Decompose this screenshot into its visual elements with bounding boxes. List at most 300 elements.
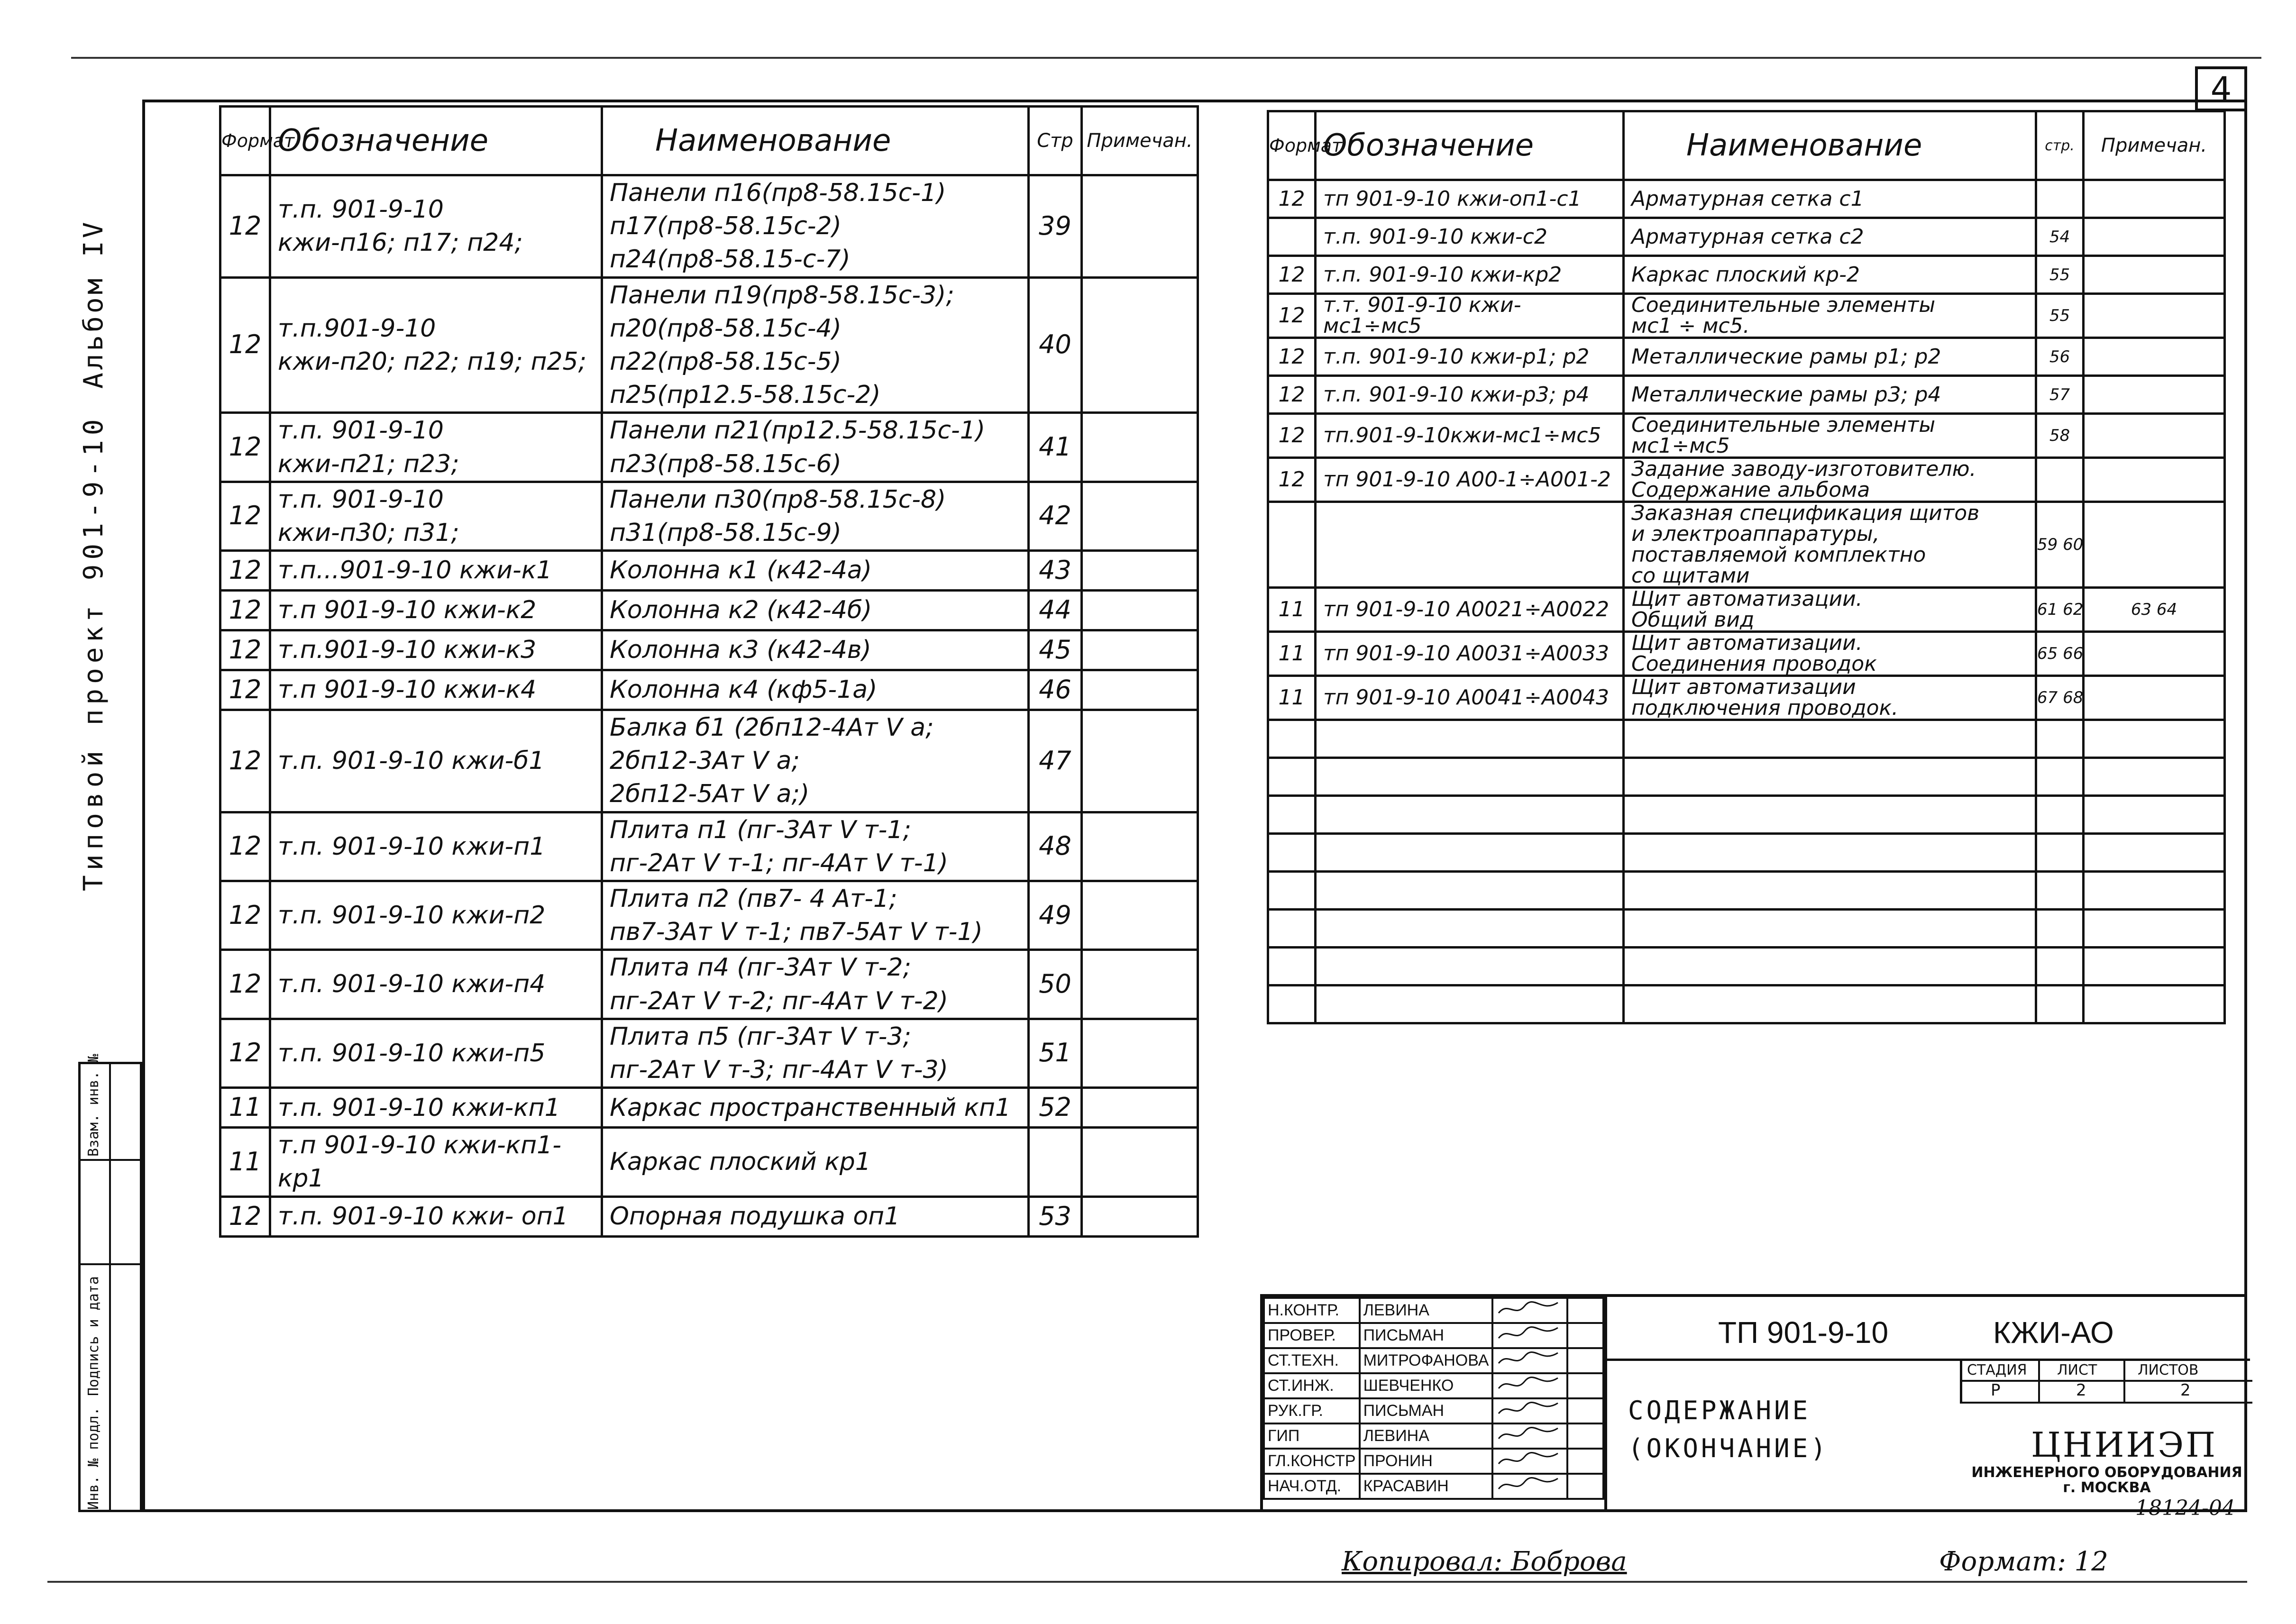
row-page: 65 66 <box>2036 632 2084 676</box>
row-note <box>1082 175 1198 278</box>
row-note <box>1082 881 1198 950</box>
row-name <box>1624 758 2036 796</box>
project-label: Типовой проект 901-9-10 <box>78 414 109 891</box>
signature-cell <box>1492 1323 1567 1348</box>
row-page <box>2036 720 2084 758</box>
row-designation: тп 901-9-10 кжи-оп1-с1 <box>1316 180 1624 218</box>
row-note <box>2084 256 2225 294</box>
copied-by: Копировал: Боброва <box>1342 1546 1627 1577</box>
col-note: Примечан. <box>2084 111 2225 180</box>
row-name: Щит автоматизации. Соединения проводок <box>1624 632 2036 676</box>
row-page: 44 <box>1029 591 1082 630</box>
sheet-value: 2 <box>2076 1381 2086 1400</box>
row-designation: т.п. 901-9-10 кжи-п30; п31; <box>270 482 602 550</box>
paper-format: Формат: 12 <box>1939 1546 2108 1577</box>
row-designation: т.п 901-9-10 кжи-к4 <box>270 670 602 710</box>
row-designation: т.п.901-9-10 кжи-п20; п22; п19; п25; <box>270 277 602 413</box>
row-name: Плита п5 (пг-3Ат V т-3; пг-2Ат V т-3; пг-4Ат V т-3) <box>602 1019 1029 1087</box>
row-page: 43 <box>1029 551 1082 591</box>
left-table-row <box>220 591 1198 630</box>
row-designation <box>1316 910 1624 948</box>
row-note <box>1082 591 1198 630</box>
row-format: 12 <box>220 413 270 482</box>
row-format <box>1268 796 1316 834</box>
organization-subtitle: ИНЖЕНЕРНОГО ОБОРУДОВАНИЯ г. МОСКВА <box>1971 1464 2242 1496</box>
person-name: ПИСЬМАН <box>1360 1323 1493 1348</box>
row-designation: т.п. 901-9-10 кжи-с2 <box>1316 218 1624 256</box>
row-name <box>1624 720 2036 758</box>
row-name: Каркас плоский кр-2 <box>1624 256 2036 294</box>
signature-cell <box>1492 1474 1567 1499</box>
row-name: Щит автоматизации. Общий вид <box>1624 588 2036 632</box>
signature-cell <box>1492 1348 1567 1373</box>
signature-row <box>1264 1348 1603 1373</box>
row-note: 63 64 <box>2084 588 2225 632</box>
row-format <box>1268 502 1316 588</box>
person-name: ЛЕВИНА <box>1360 1298 1493 1323</box>
row-note <box>2084 376 2225 414</box>
row-name <box>1624 834 2036 872</box>
row-format <box>1268 948 1316 985</box>
row-name: Панели п21(пр12.5-58.15с-1) п23(пр8-58.15с-6) <box>602 413 1029 482</box>
col-note: Примечан. <box>1082 107 1198 175</box>
role-label: ГЛ.КОНСТР <box>1264 1449 1360 1474</box>
row-page: 55 <box>2036 294 2084 338</box>
row-format: 12 <box>1268 294 1316 338</box>
right-table-row <box>1268 720 2225 758</box>
row-format <box>1268 910 1316 948</box>
stamp-inv-label: Инв. № подл. <box>85 1407 102 1510</box>
right-table-row <box>1268 834 2225 872</box>
row-designation <box>1316 758 1624 796</box>
right-contents-table <box>1267 110 2226 1024</box>
row-format: 12 <box>220 277 270 413</box>
row-page: 54 <box>2036 218 2084 256</box>
right-table-row <box>1268 910 2225 948</box>
row-name: Балка б1 (2бп12-4Ат V а; 2бп12-3Ат V а; 2бп12-5Ат V а;) <box>602 710 1029 812</box>
row-name <box>1624 796 2036 834</box>
row-page: 39 <box>1029 175 1082 278</box>
role-label: ПРОВЕР. <box>1264 1323 1360 1348</box>
left-table-row <box>220 277 1198 413</box>
row-name: Металлические рамы р1; р2 <box>1624 338 2036 376</box>
row-note <box>2084 458 2225 502</box>
signature-table <box>1263 1297 1604 1500</box>
row-note <box>2084 414 2225 458</box>
row-designation: т.п. 901-9-10 кжи-п21; п23; <box>270 413 602 482</box>
row-designation <box>1316 948 1624 985</box>
row-page <box>2036 948 2084 985</box>
row-note <box>1082 670 1198 710</box>
row-name: Плита п1 (пг-3Ат V т-1; пг-2Ат V т-1; пг-4Ат V т-1) <box>602 812 1029 881</box>
right-table-row <box>1268 338 2225 376</box>
row-page: 53 <box>1029 1196 1082 1236</box>
row-name <box>1624 872 2036 910</box>
row-name: Панели п19(пр8-58.15с-3); п20(пр8-58.15с-4) п22(пр8-58.15с-5) п25(пр12.5-58.15с-2) <box>602 277 1029 413</box>
signature-row <box>1264 1474 1603 1499</box>
row-name: Колонна к2 (к42-4б) <box>602 591 1029 630</box>
row-format: 11 <box>1268 588 1316 632</box>
row-note <box>2084 294 2225 338</box>
row-note <box>2084 180 2225 218</box>
row-page: 47 <box>1029 710 1082 812</box>
col-name: Наименование <box>1624 111 2036 180</box>
row-page <box>2036 758 2084 796</box>
row-note <box>2084 985 2225 1023</box>
row-page: 59 60 <box>2036 502 2084 588</box>
signature-cell <box>1492 1298 1567 1323</box>
row-note <box>2084 338 2225 376</box>
role-label: НАЧ.ОТД. <box>1264 1474 1360 1499</box>
row-name: Колонна к1 (к42-4а) <box>602 551 1029 591</box>
left-table-row <box>220 1128 1198 1196</box>
row-format: 12 <box>1268 376 1316 414</box>
row-note <box>1082 482 1198 550</box>
row-format: 12 <box>1268 256 1316 294</box>
row-page: 61 62 <box>2036 588 2084 632</box>
signature-scribble-icon <box>1496 1374 1563 1393</box>
row-page: 52 <box>1029 1088 1082 1128</box>
row-designation: т.п 901-9-10 кжи-к2 <box>270 591 602 630</box>
row-note <box>1082 551 1198 591</box>
row-note <box>1082 1128 1198 1196</box>
row-designation: тп.901-9-10кжи-мс1÷мс5 <box>1316 414 1624 458</box>
row-name: Опорная подушка оп1 <box>602 1196 1029 1236</box>
row-designation: тп 901-9-10 А0041÷А0043 <box>1316 676 1624 720</box>
row-name: Задание заводу-изготовителю. Содержание альбома <box>1624 458 2036 502</box>
stamp-replace-label: Взам. инв. № <box>85 1054 102 1157</box>
left-table-row <box>220 950 1198 1019</box>
row-format: 11 <box>220 1128 270 1196</box>
row-name: Заказная спецификация щитов и электроаппаратуры, поставляемой комплектно со щитами <box>1624 502 2036 588</box>
row-designation: т.п. 901-9-10 кжи-п5 <box>270 1019 602 1087</box>
signature-scribble-icon <box>1496 1399 1563 1418</box>
row-page <box>2036 910 2084 948</box>
row-note <box>1082 630 1198 670</box>
right-table-header <box>1268 111 2225 180</box>
signature-cell <box>1492 1423 1567 1449</box>
col-format: Формат <box>220 107 270 175</box>
left-table-row <box>220 1019 1198 1087</box>
signature-cell <box>1492 1398 1567 1423</box>
row-name: Арматурная сетка с2 <box>1624 218 2036 256</box>
row-designation: т.т. 901-9-10 кжи-мс1÷мс5 <box>1316 294 1624 338</box>
person-name: ЛЕВИНА <box>1360 1423 1493 1449</box>
row-note <box>1082 812 1198 881</box>
row-designation <box>1316 720 1624 758</box>
row-format: 12 <box>220 950 270 1019</box>
row-name: Панели п16(пр8-58.15с-1) п17(пр8-58.15с-2) п24(пр8-58.15-с-7) <box>602 175 1029 278</box>
right-table-row <box>1268 872 2225 910</box>
row-format: 12 <box>220 710 270 812</box>
row-note <box>1082 1088 1198 1128</box>
row-name: Каркас пространственный кп1 <box>602 1088 1029 1128</box>
row-format: 12 <box>220 630 270 670</box>
row-format <box>1268 872 1316 910</box>
right-table-row <box>1268 294 2225 338</box>
row-name: Плита п2 (пв7- 4 Ат-1; пв7-3Ат V т-1; пв7-5Ат V т-1) <box>602 881 1029 950</box>
row-name: Плита п4 (пг-3Ат V т-2; пг-2Ат V т-2; пг-4Ат V т-2) <box>602 950 1029 1019</box>
signature-scribble-icon <box>1496 1324 1563 1343</box>
left-table-row <box>220 413 1198 482</box>
row-designation: т.п. 901-9-10 кжи-п1 <box>270 812 602 881</box>
col-designation: Обозначение <box>270 107 602 175</box>
role-label: ГИП <box>1264 1423 1360 1449</box>
date-cell <box>1567 1423 1603 1449</box>
row-designation: т.п. 901-9-10 кжи-п2 <box>270 881 602 950</box>
person-name: ШЕВЧЕНКО <box>1360 1373 1493 1398</box>
row-page: 51 <box>1029 1019 1082 1087</box>
document-code: КЖИ-АО <box>1993 1315 2114 1350</box>
row-format: 12 <box>220 1019 270 1087</box>
row-format: 12 <box>1268 338 1316 376</box>
right-table-row <box>1268 948 2225 985</box>
row-format: 12 <box>220 670 270 710</box>
row-page: 48 <box>1029 812 1082 881</box>
row-designation: т.п. 901-9-10 кжи-б1 <box>270 710 602 812</box>
row-page: 40 <box>1029 277 1082 413</box>
left-table-row <box>220 670 1198 710</box>
row-note <box>2084 676 2225 720</box>
sheet-label: ЛИСТ <box>2057 1362 2097 1378</box>
signature-row <box>1264 1398 1603 1423</box>
row-format: 12 <box>220 551 270 591</box>
signature-row <box>1264 1449 1603 1474</box>
left-table-header <box>220 107 1198 175</box>
left-contents-table <box>219 105 1199 1238</box>
row-format: 12 <box>220 812 270 881</box>
sheets-label: ЛИСТОВ <box>2138 1362 2199 1378</box>
right-table-row <box>1268 180 2225 218</box>
row-format: 12 <box>220 175 270 278</box>
row-format: 11 <box>1268 676 1316 720</box>
row-format <box>1268 720 1316 758</box>
row-name <box>1624 910 2036 948</box>
row-note <box>2084 218 2225 256</box>
right-table-row <box>1268 256 2225 294</box>
row-format <box>1268 758 1316 796</box>
row-format: 12 <box>220 482 270 550</box>
signature-row <box>1264 1373 1603 1398</box>
stamp-sign-label: Подпись и дата <box>85 1276 102 1396</box>
row-page <box>2036 458 2084 502</box>
row-name: Каркас плоский кр1 <box>602 1128 1029 1196</box>
row-page: 67 68 <box>2036 676 2084 720</box>
row-note <box>2084 758 2225 796</box>
date-cell <box>1567 1348 1603 1373</box>
left-table-row <box>220 881 1198 950</box>
row-page <box>2036 985 2084 1023</box>
row-name: Щит автоматизации подключения проводок. <box>1624 676 2036 720</box>
row-page: 50 <box>1029 950 1082 1019</box>
person-name: ПРОНИН <box>1360 1449 1493 1474</box>
row-designation: т.п. 901-9-10 кжи-кп1 <box>270 1088 602 1128</box>
row-name: Колонна к3 (к42-4в) <box>602 630 1029 670</box>
col-designation: Обозначение <box>1316 111 1624 180</box>
row-page <box>2036 180 2084 218</box>
sheet-number: 4 <box>2210 70 2232 109</box>
row-name <box>1624 985 2036 1023</box>
inventory-number: 18124-04 <box>2135 1496 2235 1520</box>
row-designation: тп 901-9-10 А0021÷А0022 <box>1316 588 1624 632</box>
row-page: 55 <box>2036 256 2084 294</box>
row-page: 56 <box>2036 338 2084 376</box>
left-table-row <box>220 812 1198 881</box>
stage-label: СТАДИЯ <box>1967 1362 2027 1378</box>
right-table-row <box>1268 985 2225 1023</box>
row-designation: т.п. 901-9-10 кжи-п4 <box>270 950 602 1019</box>
row-name: Соединительные элементы мс1÷мс5 <box>1624 414 2036 458</box>
row-note <box>2084 872 2225 910</box>
row-note <box>2084 948 2225 985</box>
row-designation: т.п. 901-9-10 кжи-р1; р2 <box>1316 338 1624 376</box>
row-designation <box>1316 796 1624 834</box>
right-table-row <box>1268 758 2225 796</box>
row-note <box>1082 413 1198 482</box>
person-name: ПИСЬМАН <box>1360 1398 1493 1423</box>
row-designation <box>1316 872 1624 910</box>
row-page: 57 <box>2036 376 2084 414</box>
row-designation: т.п...901-9-10 кжи-к1 <box>270 551 602 591</box>
person-name: КРАСАВИН <box>1360 1474 1493 1499</box>
project-code: ТП 901-9-10 <box>1718 1315 1889 1350</box>
title-divider-v <box>1604 1297 1607 1512</box>
date-cell <box>1567 1298 1603 1323</box>
row-designation: т.п. 901-9-10 кжи-кр2 <box>1316 256 1624 294</box>
row-page <box>1029 1128 1082 1196</box>
left-table-row <box>220 1196 1198 1236</box>
row-page: 41 <box>1029 413 1082 482</box>
row-name: Металлические рамы р3; р4 <box>1624 376 2036 414</box>
right-table-row <box>1268 676 2225 720</box>
signature-scribble-icon <box>1496 1349 1563 1368</box>
row-note <box>1082 710 1198 812</box>
row-designation: т.п. 901-9-10 кжи-р3; р4 <box>1316 376 1624 414</box>
stage-value: Р <box>1991 1381 2001 1400</box>
date-cell <box>1567 1474 1603 1499</box>
row-format: 12 <box>220 1196 270 1236</box>
title-block <box>1260 1294 2247 1520</box>
row-note <box>2084 502 2225 588</box>
left-table-row <box>220 1088 1198 1128</box>
left-table-row <box>220 482 1198 550</box>
row-designation <box>1316 502 1624 588</box>
signature-row <box>1264 1323 1603 1348</box>
row-designation <box>1316 985 1624 1023</box>
row-page: 49 <box>1029 881 1082 950</box>
row-note <box>1082 277 1198 413</box>
right-table-row <box>1268 376 2225 414</box>
row-format <box>1268 985 1316 1023</box>
row-note <box>2084 910 2225 948</box>
date-cell <box>1567 1449 1603 1474</box>
right-table-row <box>1268 796 2225 834</box>
row-format: 12 <box>1268 414 1316 458</box>
row-note <box>1082 1196 1198 1236</box>
organization-name: ЦНИИЭП <box>2031 1425 2218 1465</box>
col-page: стр. <box>2036 111 2084 180</box>
left-table-row <box>220 551 1198 591</box>
row-page: 46 <box>1029 670 1082 710</box>
row-page <box>2036 834 2084 872</box>
stage-box <box>1960 1361 2252 1404</box>
row-note <box>2084 834 2225 872</box>
date-cell <box>1567 1398 1603 1423</box>
right-table-row <box>1268 458 2225 502</box>
row-designation: тп 901-9-10 А0031÷А0033 <box>1316 632 1624 676</box>
left-table-row <box>220 175 1198 278</box>
sheets-value: 2 <box>2180 1381 2191 1400</box>
col-format: Формат <box>1268 111 1316 180</box>
bottom-rule <box>47 1581 2247 1583</box>
right-table-row <box>1268 218 2225 256</box>
row-page: 45 <box>1029 630 1082 670</box>
col-name: Наименование <box>602 107 1029 175</box>
row-page <box>2036 872 2084 910</box>
role-label: РУК.ГР. <box>1264 1398 1360 1423</box>
date-cell <box>1567 1373 1603 1398</box>
binding-stamp <box>78 1054 142 1512</box>
date-cell <box>1567 1323 1603 1348</box>
row-name: Арматурная сетка с1 <box>1624 180 2036 218</box>
left-table-row <box>220 630 1198 670</box>
right-table-row <box>1268 588 2225 632</box>
left-table-row <box>220 710 1198 812</box>
row-designation <box>1316 834 1624 872</box>
row-format: 11 <box>1268 632 1316 676</box>
right-table-row <box>1268 414 2225 458</box>
row-format: 12 <box>1268 180 1316 218</box>
signature-scribble-icon <box>1496 1299 1563 1318</box>
row-designation: тп 901-9-10 А00-1÷А001-2 <box>1316 458 1624 502</box>
row-page: 58 <box>2036 414 2084 458</box>
col-page: Стр <box>1029 107 1082 175</box>
person-name: МИТРОФАНОВА <box>1360 1348 1493 1373</box>
top-rule <box>71 57 2261 59</box>
role-label: Н.КОНТР. <box>1264 1298 1360 1323</box>
signature-scribble-icon <box>1496 1424 1563 1443</box>
right-table-row <box>1268 632 2225 676</box>
document-title: СОДЕРЖАНИЕ (ОКОНЧАНИЕ) <box>1628 1396 1829 1463</box>
row-note <box>2084 796 2225 834</box>
row-page <box>2036 796 2084 834</box>
album-label: Альбом IV <box>78 219 109 389</box>
signature-scribble-icon <box>1496 1475 1563 1494</box>
row-format: 12 <box>220 881 270 950</box>
signature-cell <box>1492 1449 1567 1474</box>
sheet-number-box <box>2195 66 2247 111</box>
row-name <box>1624 948 2036 985</box>
signature-row <box>1264 1298 1603 1323</box>
signature-row <box>1264 1423 1603 1449</box>
row-note <box>2084 632 2225 676</box>
right-table-row <box>1268 502 2225 588</box>
row-note <box>1082 950 1198 1019</box>
role-label: СТ.ТЕХН. <box>1264 1348 1360 1373</box>
row-designation: т.п. 901-9-10 кжи- оп1 <box>270 1196 602 1236</box>
signature-scribble-icon <box>1496 1450 1563 1469</box>
row-designation: т.п.901-9-10 кжи-к3 <box>270 630 602 670</box>
row-format: 11 <box>220 1088 270 1128</box>
row-page: 42 <box>1029 482 1082 550</box>
signature-cell <box>1492 1373 1567 1398</box>
row-name: Соединительные элементы мс1 ÷ мс5. <box>1624 294 2036 338</box>
row-note <box>2084 720 2225 758</box>
row-format: 12 <box>1268 458 1316 502</box>
row-format <box>1268 834 1316 872</box>
row-format <box>1268 218 1316 256</box>
role-label: СТ.ИНЖ. <box>1264 1373 1360 1398</box>
